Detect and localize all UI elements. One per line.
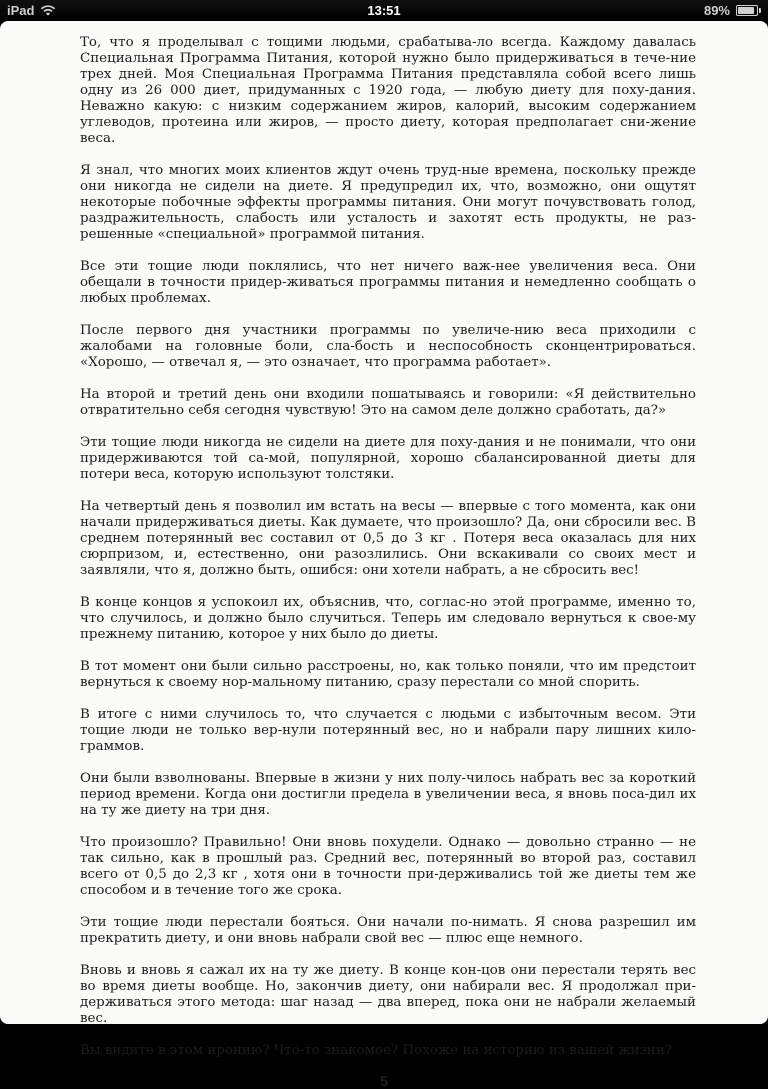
paragraph: Все эти тощие люди поклялись, что нет ничего важ-нее увеличения веса. Они обещали в точности придер-живаться программы питания и немедленно сообщать о любых проблемах. <box>80 259 696 306</box>
paragraph: Вновь и вновь я сажал их на ту же диету. В конце кон-цов они перестали терять вес во время диеты вообще. Но, закончив диету, они набирали вес. Я продолжал при-держиваться этого метода: шаг назад — два вперед, пока они не набрали желаемый вес. <box>80 963 696 1026</box>
battery-fill <box>738 7 754 14</box>
paragraph: Они были взволнованы. Впервые в жизни у них полу-чилось набрать вес за короткий период времени. Когда они достигли предела в увеличении веса, я вновь поса-дил их на ту же диету на три дня. <box>80 771 696 818</box>
paragraph: Я знал, что многих моих клиентов ждут очень труд-ные времена, поскольку прежде они никогда не сидели на диете. Я предупредил их, что, возможно, они ощутят некоторые побочные эффекты программы питания. Они могут почувствовать голод, раздражительность, слабость или усталость и захотят есть продукты, не раз-решенные «специальной» программой питания. <box>80 163 696 242</box>
clock: 13:51 <box>367 3 401 18</box>
paragraph: После первого дня участники программы по увеличе-нию веса приходили с жалобами на головные боли, сла-бость и неспособность сконцентрироваться. «Хорошо, — отвечал я, — это означает, что программа работает». <box>80 323 696 370</box>
paragraph: На второй и третий день они входили пошатываясь и говорили: «Я действительно отвратительно себя сегодня чувствую! Это на самом деле должно сработать, да?» <box>80 387 696 418</box>
battery-percent: 89% <box>703 3 730 18</box>
page-number: 5 <box>380 1073 388 1089</box>
status-bar <box>0 0 768 21</box>
paragraph: Что произошло? Правильно! Они вновь похудели. Однако — довольно странно — не так сильно, как в прошлый раз. Средний вес, потерянный во второй раз, составил всего от 0,5 до 2,3 кг , хотя они в точности при-держивались той же диеты тем же способом и в течение того же срока. <box>80 835 696 898</box>
paragraph: Эти тощие люди никогда не сидели на диете для поху-дания и не понимали, что они придерживаются той са-мой, популярной, хорошо сбалансированной диеты для потери веса, которую используют толстяки. <box>80 435 696 482</box>
battery-icon <box>736 5 761 16</box>
paragraph: На четвертый день я позволил им встать на весы — впервые с того момента, как они начали придерживаться диеты. Как думаете, что произошло? Да, они сбросили вес. В среднем потерянный вес составил от 0,5 до 3 кг . Потеря веса оказалась для них сюрпризом, и, естественно, они разозлились. Они вскакивали со своих мест и заявляли, что я, должно быть, ошибся: они хотели набрать, а не сбросить вес! <box>80 499 696 578</box>
paragraph: В конце концов я успокоил их, объяснив, что, соглас-но этой программе, именно то, что случилось, и должно было случиться. Теперь им следовало вернуться к свое-му прежнему питанию, которое у них было до диеты. <box>80 595 696 642</box>
page-text <box>0 21 768 1059</box>
carrier-label: iPad <box>7 3 35 18</box>
book-page[interactable] <box>0 21 768 1089</box>
paragraph: В тот момент они были сильно расстроены, но, как только поняли, что им предстоит вернуться к своему нор-мальному питанию, сразу перестали со мной спорить. <box>80 659 696 690</box>
paragraph: Вы видите в этом иронию? Что-то знакомое? Похоже на историю из вашей жизни? <box>80 1043 672 1058</box>
paragraph: То, что я проделывал с тощими людьми, срабатыва-ло всегда. Каждому давалась Специальная Программа Питания, которой нужно было придерживаться в тече-ние трех дней. Моя Специальная Программа Питания представляла собой всего лишь одну из 26 000 диет, придуманных с 1920 года, — любую диету для поху-дания. Неважно какую: с низким содержанием жиров, калорий, высоким содержанием углеводов, протеина или жиров, — просто диету, которая предполагает сни-жение веса. <box>80 35 696 146</box>
wifi-icon <box>40 5 56 17</box>
paragraph: В итоге с ними случилось то, что случается с людьми с избыточным весом. Эти тощие люди не только вер-нули потерянный вес, но и набрали пару лишних кило-граммов. <box>80 707 696 754</box>
paragraph: Эти тощие люди перестали бояться. Они начали по-нимать. Я снова разрешил им прекратить диету, и они вновь набрали свой вес — плюс еще немного. <box>80 915 696 946</box>
